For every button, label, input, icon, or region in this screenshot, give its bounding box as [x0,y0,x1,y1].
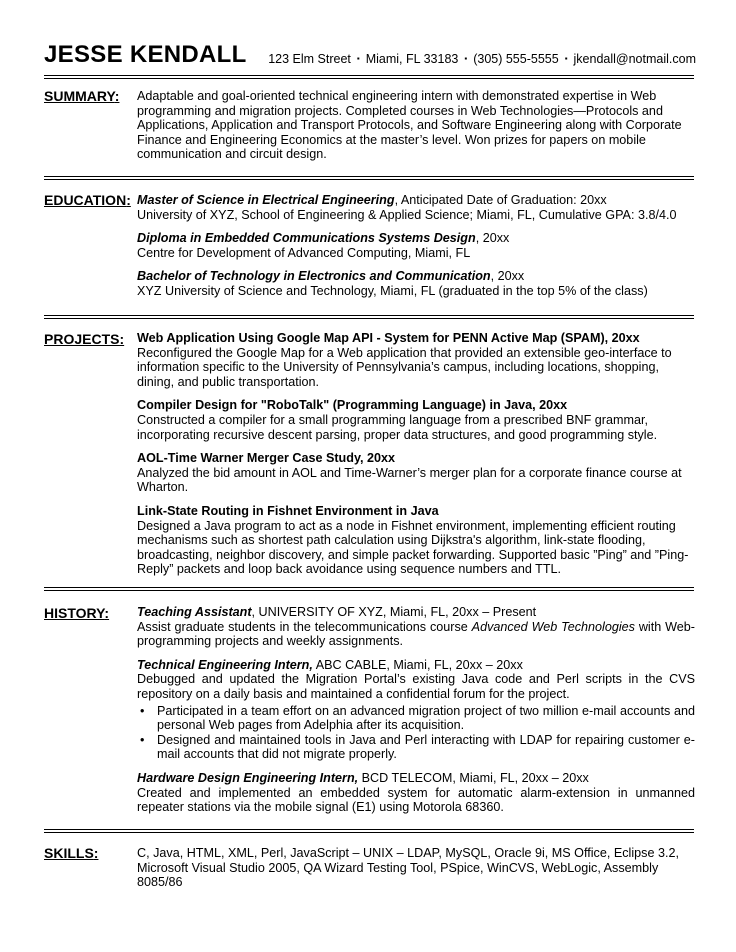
job-bullet-list [137,704,695,762]
bullet-icon: • [140,732,145,747]
header-divider [44,75,694,79]
project-entry [137,331,695,389]
degree-date: , Anticipated Date of Graduation: 20xx [394,193,607,207]
project-detail: Designed a Java program to act as a node in Fishnet environment, implementing efficient routing mechanisms such as shortest path calculation using Dijkstra's algorithm, link-state flooding, broadcasting, neighbor discovery, and simple packet forwarding. Supported basic ”Ping” and ”Ping-Reply” packets and loop back avoidance using sequence numbers and TTL. [137,518,689,577]
project-detail: Reconfigured the Google Map for a Web application that provided an extensible geo-interface to information specific to the University of Pennsylvania’s campus, including locations, shopping, dining, and public transportation. [137,345,672,389]
history-heading [44,605,109,621]
job-detail-text: with Web-programming projects and weekly assignments. [137,619,695,649]
street-address: 123 Elm Street [268,52,351,66]
degree-title: Master of Science in Electrical Engineering [137,193,395,207]
job-entry [137,771,695,815]
history-heading-text: HISTORY [44,605,105,621]
project-title: AOL-Time Warner Merger Case Study, 20xx [137,451,396,466]
project-entry [137,398,695,442]
job-org: ABC CABLE, Miami, FL, 20xx – 20xx [312,657,523,672]
education-entry [137,193,695,222]
job-detail [137,620,695,649]
job-org: BCD TELECOM, Miami, FL, 20xx – 20xx [358,770,589,785]
project-title: Web Application Using Google Map API - System for PENN Active Map (SPAM), 20xx [137,331,640,345]
skills-text: C, Java, HTML, XML, Perl, JavaScript – UNIX – LDAP, MySQL, Oracle 9i, MS Office, Eclipse 3.2, Microsoft Visual Studio 2005, QA Wizard Testing Tool, PSpice, WinCVS, WebLogic, Assembly 8085/86 [137,846,679,890]
degree-date: , 20xx [490,269,525,284]
education-section [137,193,695,308]
bullet-icon: • [140,703,145,718]
job-role: Teaching Assistant [137,605,252,619]
heading-colon: : [93,845,99,861]
separator-icon: ▪ [464,54,468,63]
project-title: Compiler Design for "RoboTalk" (Programming Language) in Java, 20xx [137,398,568,413]
job-detail: Debugged and updated the Migration Portal’s existing Java code and Perl scripts in the CVS repository on a daily basis and maintained a confidential forum for the project. [137,672,695,701]
job-detail-text: Assist graduate students in the telecommunications course [137,619,472,634]
project-detail: Analyzed the bid amount in AOL and Time-Warner’s merger plan for a corporate finance course at Wharton. [137,465,682,495]
bullet-text: Participated in a team effort on an advanced migration project of two million e-mail accounts and personal Web pages from Adelphia after its acquisition. [157,703,695,733]
degree-detail: University of XYZ, School of Engineering & Applied Science; Miami, FL, Cumulative GPA: 3.8/4.0 [137,207,677,222]
separator-icon: ▪ [356,54,360,63]
list-item [137,704,695,733]
history-section [137,605,695,824]
section-divider [44,829,694,833]
bullet-text: Designed and maintained tools in Java and Perl interacting with LDAP for repairing customer e-mail accounts that did not migrate properly. [157,732,695,762]
summary-heading [44,88,119,104]
education-entry [137,269,695,298]
separator-icon: ▪ [564,54,568,63]
job-org: , UNIVERSITY OF XYZ, Miami, FL, 20xx – Present [251,605,537,619]
section-divider [44,176,694,180]
candidate-name: JESSE KENDALL [44,41,247,68]
project-entry [137,451,695,495]
section-divider [44,315,694,319]
projects-heading [44,331,124,347]
heading-colon: : [126,192,131,208]
summary-text: Adaptable and goal-oriented technical engineering intern with demonstrated expertise in Web programming and migration projects. Completed courses in Web Technologies—Protocols and Applications, Application and Transport Protocols, and Software Engineering along with Corporate Finance and Engineering Economics at the master’s level. Won prizes for papers on mobile communication and circuit design. [137,89,682,162]
heading-colon: : [119,331,125,347]
section-divider [44,587,694,591]
education-heading [44,192,131,208]
summary-heading-text: SUMMARY [44,88,115,104]
job-entry [137,658,695,762]
skills-section [137,846,695,890]
degree-detail: Centre for Development of Advanced Computing, Miami, FL [137,245,471,260]
city-state-zip: Miami, FL 33183 [365,52,459,66]
job-detail: Created and implemented an embedded system for automatic alarm-extension in unmanned repeater stations via the mobile signal (E1) using Motorola 68360. [137,785,695,815]
heading-colon: : [104,605,110,621]
education-heading-text: EDUCATION [44,192,127,208]
degree-title: Bachelor of Technology in Electronics and Communication [137,269,491,284]
job-role: Technical Engineering Intern, [137,657,313,672]
project-entry [137,504,695,577]
heading-colon: : [114,88,120,104]
projects-heading-text: PROJECTS [44,331,120,347]
skills-heading [44,845,98,861]
phone-number: (305) 555-5555 [473,52,559,66]
education-entry [137,231,695,260]
degree-detail: XYZ University of Science and Technology, Miami, FL (graduated in the top 5% of the class) [137,283,648,298]
list-item [137,733,695,762]
contact-line [268,51,696,67]
degree-date: , 20xx [475,231,510,246]
degree-title: Diploma in Embedded Communications Systems Design [137,231,476,246]
job-entry [137,605,695,649]
summary-section [137,89,695,162]
email-address: jkendall@notmail.com [573,52,696,66]
project-title: Link-State Routing in Fishnet Environment in Java [137,503,439,518]
course-name: Advanced Web Technologies [471,619,635,634]
project-detail: Constructed a compiler for a small programming language from a prescribed BNF grammar, incorporating recursive descent parsing, proper data structures, and good programming style. [137,412,658,442]
resume-header [44,40,696,74]
job-role: Hardware Design Engineering Intern, [137,770,359,785]
skills-heading-text: SKILLS [44,845,94,861]
projects-section [137,331,695,586]
